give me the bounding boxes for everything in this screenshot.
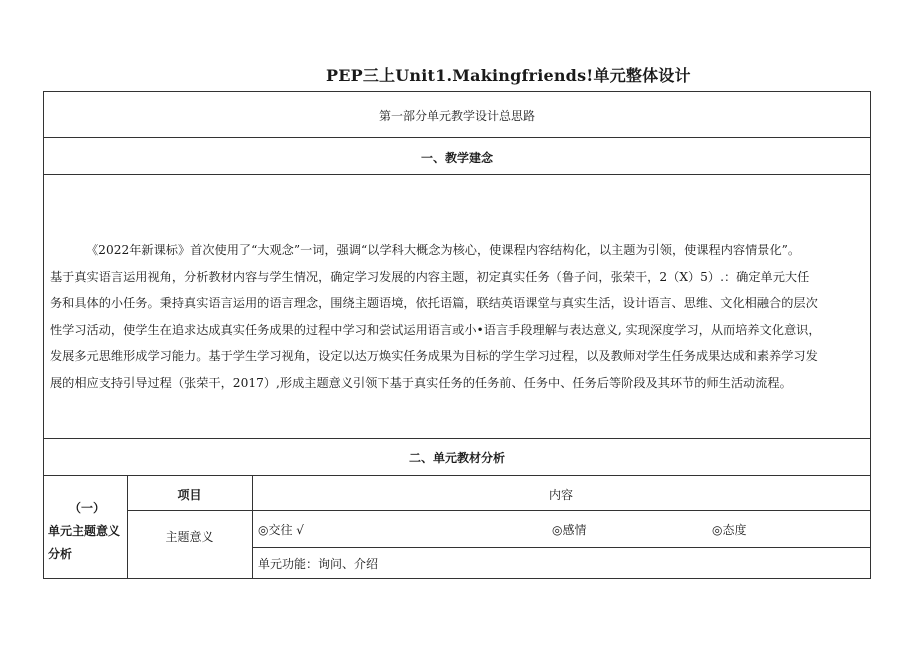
label-number: （一） [68, 501, 105, 515]
row-label-theme: 主题意义 [165, 530, 214, 544]
divider [127, 510, 870, 511]
label-text: 单元主题意义分析 [48, 524, 121, 561]
option-emotion: ◎感情 [552, 523, 587, 537]
divider [252, 547, 870, 548]
divider [44, 137, 870, 138]
option-attitude: ◎态度 [712, 523, 747, 537]
paragraph-line: 展的相应支持引导过程（张荣干，2017）,形成主题意义引领下基于真实任务的任务前、任务中、任务后等阶段及其环节的师生活动流程。 [50, 375, 792, 390]
col-item-header: 项目 [177, 488, 202, 502]
unit-theme-label [48, 497, 126, 566]
part-heading: 第一部分单元教学设计总思路 [378, 109, 535, 123]
paragraph-line: 性学习活动，使学生在追求达成真实任务成果的过程中学习和尝试运用语言或小•语言手段理解与表达意义, 实现深度学习，从而培养文化意识， [50, 322, 821, 337]
divider [44, 438, 870, 439]
section1-heading: 一、教学建念 [420, 151, 493, 165]
paragraph-line: 发展多元思维形成学习能力。基于学生学习视角，设定以达万焕实任务成果为目标的学生学习过程，以及教师对学生任务成果达成和素养学习发 [50, 349, 818, 363]
paragraph-line: 《2022年新课标》首次使用了“大观念”一词，强调“以学科大概念为核心，使课程内容结构化，以主题为引领，使课程内容情景化”。 [86, 243, 801, 257]
divider [44, 475, 870, 476]
document-title: PEP三上Unit1.Makingfriends!单元整体设计 [326, 66, 691, 85]
design-table [43, 91, 871, 579]
paragraph-line: 务和具体的小任务。秉持真实语言运用的语言理念，围绕主题语境，依托语篇，联结英语课堂与真实生活，设计语言、思维、文化相融合的层次 [50, 296, 818, 310]
divider [44, 174, 870, 175]
section2-heading: 二、单元教材分析 [408, 451, 505, 465]
unit-function-text: 单元功能：询问、介绍 [258, 557, 379, 571]
paragraph-line: 基于真实语言运用视角，分析教材内容与学生情况，确定学习发展的内容主题，初定真实任务（鲁子问，张荣干，2（X）5）.：确定单元大任 [50, 269, 810, 284]
option-communication: ◎交往 √ [258, 523, 304, 537]
section1-paragraph [50, 237, 864, 396]
col-content-header: 内容 [548, 488, 573, 502]
